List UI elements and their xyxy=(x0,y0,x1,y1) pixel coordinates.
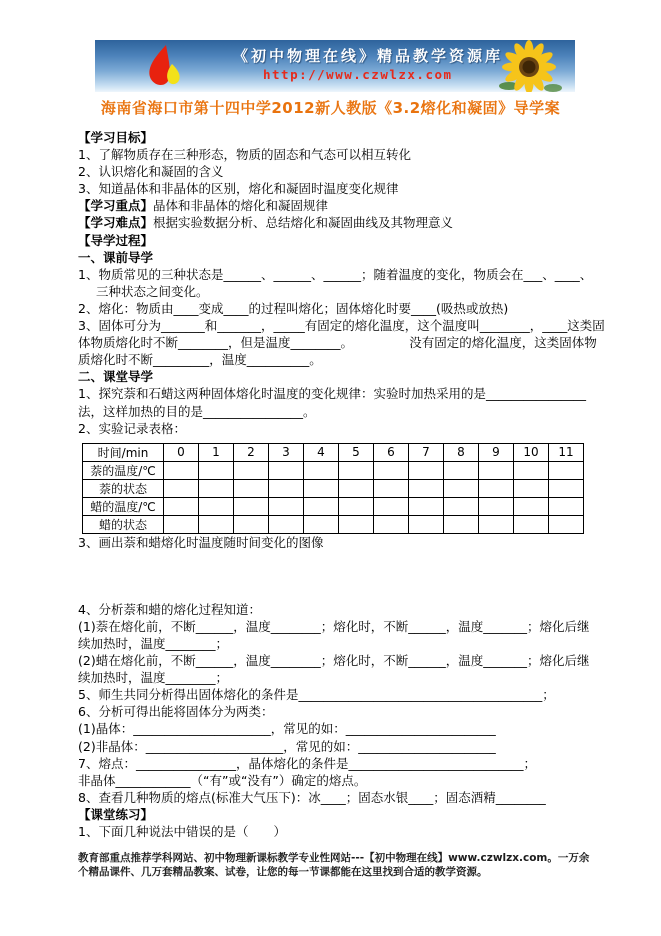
text-line xyxy=(78,403,598,420)
table-empty-cell xyxy=(164,497,199,515)
graph-drawing-area xyxy=(78,551,598,601)
line-text: 晶体和非晶体的熔化和凝固规律 xyxy=(153,198,329,214)
line-text: (2)非晶体：______________________，常见的如：______________________ xyxy=(78,738,496,754)
table-empty-cell xyxy=(409,461,444,479)
table-empty-cell xyxy=(269,497,304,515)
table-empty-cell xyxy=(304,479,339,497)
table-empty-cell xyxy=(234,497,269,515)
text-line xyxy=(78,772,598,789)
table-empty-cell xyxy=(444,497,479,515)
text-line xyxy=(78,351,598,368)
table-header-cell: 7 xyxy=(409,443,444,461)
line-text: 1、了解物质存在三种形态，物质的固态和气态可以相互转化 xyxy=(78,147,411,163)
text-line xyxy=(78,738,598,755)
table-header-cell: 时间/min xyxy=(83,443,164,461)
line-text: 5、师生共同分析得出固体熔化的条件是_______________________________________； xyxy=(78,687,555,703)
table-empty-cell xyxy=(374,461,409,479)
table-empty-cell xyxy=(549,479,584,497)
text-line xyxy=(78,214,598,231)
text-line xyxy=(78,300,598,317)
line-text: 7、熔点：________________，晶体熔化的条件是____________________________； xyxy=(78,755,536,771)
table-row-label: 蜡的温度/℃ xyxy=(83,497,164,515)
table-empty-cell xyxy=(549,497,584,515)
table-empty-cell xyxy=(444,515,479,533)
line-text: 4、分析萘和蜡的熔化过程知道： xyxy=(78,601,261,617)
line-text: 2、认识熔化和凝固的含义 xyxy=(78,164,224,180)
table-header-cell: 3 xyxy=(269,443,304,461)
line-text: 根据实验数据分析、总结熔化和凝固曲线及其物理意义 xyxy=(153,215,454,231)
table-empty-cell xyxy=(374,515,409,533)
text-line xyxy=(78,806,598,823)
line-bold-label: 【学习难点】 xyxy=(78,215,154,231)
table-row-label: 萘的状态 xyxy=(83,479,164,497)
table-empty-cell xyxy=(339,497,374,515)
text-line xyxy=(78,686,598,703)
text-line xyxy=(78,703,598,720)
text-line xyxy=(78,266,598,283)
document-body xyxy=(78,129,605,840)
line-bold-label: 一、课前导学 xyxy=(78,249,154,265)
table-empty-cell xyxy=(549,461,584,479)
table-empty-cell xyxy=(269,461,304,479)
table-empty-cell xyxy=(234,479,269,497)
table-empty-cell xyxy=(164,479,199,497)
table-empty-cell xyxy=(304,515,339,533)
table-header-cell: 2 xyxy=(234,443,269,461)
text-line xyxy=(78,368,598,385)
text-line xyxy=(78,635,598,652)
text-line xyxy=(78,283,598,300)
text-line xyxy=(78,129,598,146)
line-text: 1、探究萘和石蜡这两种固体熔化时温度的变化规律：实验时加热采用的是________________ xyxy=(78,386,586,402)
table-empty-cell xyxy=(269,515,304,533)
table-empty-cell xyxy=(549,515,584,533)
table-empty-cell xyxy=(339,479,374,497)
line-text: 3、知道晶体和非晶体的区别，熔化和凝固时温度变化规律 xyxy=(78,181,399,197)
table-empty-cell xyxy=(339,515,374,533)
site-url: http://www.czwlzx.com xyxy=(263,67,453,82)
line-bold-label: 【学习目标】 xyxy=(78,130,154,145)
text-line xyxy=(78,197,598,214)
line-text: 三种状态之间变化。 xyxy=(96,283,209,299)
table-row-label: 萘的温度/℃ xyxy=(83,461,164,479)
table-empty-cell xyxy=(304,497,339,515)
line-text: 3、画出萘和蜡熔化时温度随时间变化的图像 xyxy=(78,534,324,550)
table-empty-cell xyxy=(514,515,549,533)
table-empty-cell xyxy=(339,461,374,479)
table-empty-cell xyxy=(409,515,444,533)
text-line xyxy=(78,334,598,351)
line-text: 1、下面几种说法中错误的是（ ） xyxy=(78,824,286,839)
line-text: 续加热时，温度________； xyxy=(78,635,229,651)
table-header-cell: 1 xyxy=(199,443,234,461)
table-row-label: 蜡的状态 xyxy=(83,515,164,533)
line-text: 质熔化时不断_________，温度__________。 xyxy=(78,352,322,368)
line-bold-label: 【课堂练习】 xyxy=(78,806,154,822)
section-before-table xyxy=(78,129,605,437)
table-empty-cell xyxy=(304,461,339,479)
text-line xyxy=(78,420,598,437)
line-bold-label: 【导学过程】 xyxy=(78,232,154,248)
table-empty-cell xyxy=(374,479,409,497)
text-line xyxy=(78,317,605,334)
document-title: 海南省海口市第十四中学2012新人教版《3.2熔化和凝固》导学案 xyxy=(100,99,561,117)
section-analysis xyxy=(78,601,598,840)
sunflower-icon xyxy=(487,40,571,92)
table-empty-cell xyxy=(409,479,444,497)
line-text: 1、物质常见的三种状态是______、______、______；随着温度的变化，物质会在___、____、 xyxy=(78,266,593,282)
line-text: 2、实验记录表格： xyxy=(78,420,186,436)
table-empty-cell xyxy=(479,461,514,479)
table-empty-cell xyxy=(234,461,269,479)
line-text: 体物质熔化时不断________，但是温度________。 没有固定的熔化温度，这类固体物 xyxy=(78,335,597,351)
table-empty-cell xyxy=(164,461,199,479)
line-text: 2、熔化：物质由____变成____的过程叫熔化；固体熔化时要____(吸热或放热) xyxy=(78,300,509,316)
line-text: (1)萘在熔化前，不断______，温度________；熔化时，不断______，温度_______；熔化后继 xyxy=(78,618,590,634)
line-text: 3、固体可分为_______和_______，_____有固定的熔化温度，这个温度叫________，____这类固 xyxy=(78,318,605,334)
experiment-table xyxy=(82,443,584,534)
text-line xyxy=(78,163,598,180)
table-empty-cell xyxy=(409,497,444,515)
line-text: 6、分析可得出能将固体分为两类： xyxy=(78,704,274,720)
table-empty-cell xyxy=(479,479,514,497)
site-banner xyxy=(95,40,575,92)
line-bold-label: 【学习重点】 xyxy=(78,198,154,214)
text-line xyxy=(78,720,598,737)
table-header-cell: 9 xyxy=(479,443,514,461)
table-empty-cell xyxy=(479,497,514,515)
table-header-cell: 11 xyxy=(549,443,584,461)
table-empty-cell xyxy=(514,497,549,515)
table-empty-cell xyxy=(199,515,234,533)
text-line xyxy=(78,669,598,686)
text-line xyxy=(78,652,598,669)
text-line xyxy=(78,232,598,249)
text-line xyxy=(78,601,598,618)
table-empty-cell xyxy=(444,479,479,497)
table-empty-cell xyxy=(234,515,269,533)
table-header-cell: 6 xyxy=(374,443,409,461)
text-line xyxy=(78,385,598,402)
table-empty-cell xyxy=(199,479,234,497)
line-text: (1)晶体：______________________，常见的如：________________________ xyxy=(78,721,496,737)
table-header-cell: 4 xyxy=(304,443,339,461)
line-text: 8、查看几种物质的熔点(标准大气压下)：冰____；固态水银____；固态酒精________ xyxy=(78,789,546,805)
table-header-cell: 5 xyxy=(339,443,374,461)
table-empty-cell xyxy=(164,515,199,533)
flame-logo-icon xyxy=(141,43,187,90)
table-empty-cell xyxy=(479,515,514,533)
table-empty-cell xyxy=(199,497,234,515)
line-text: 法，这样加热的目的是________________。 xyxy=(78,403,316,419)
table-empty-cell xyxy=(514,461,549,479)
text-line xyxy=(78,755,598,772)
line-bold-label: 二、课堂导学 xyxy=(78,369,154,385)
footer-promo-text: 教育部重点推荐学科网站、初中物理新课标教学专业性网站---【初中物理在线】www.czwlzx.com。一万余个精品课件、几万套精品教案、试卷，让您的每一节课都能在这里找到合适的教学资源。 xyxy=(78,852,590,878)
line-text: (2)蜡在熔化前，不断______，温度________；熔化时，不断______，温度_______；熔化后继 xyxy=(78,653,590,669)
section-after-table xyxy=(78,534,598,551)
table-empty-cell xyxy=(199,461,234,479)
table-header-cell: 10 xyxy=(514,443,549,461)
text-line xyxy=(78,789,598,806)
table-empty-cell xyxy=(374,497,409,515)
table-empty-cell xyxy=(444,461,479,479)
table-empty-cell xyxy=(269,479,304,497)
site-title: 《初中物理在线》精品教学资源库 xyxy=(233,47,504,65)
table-header-cell: 8 xyxy=(444,443,479,461)
text-line xyxy=(78,823,598,840)
text-line xyxy=(78,249,598,266)
line-text: 续加热时，温度________； xyxy=(78,670,229,686)
text-line xyxy=(78,534,598,551)
text-line xyxy=(78,618,598,635)
line-text: 非晶体____________（“有”或“没有”）确定的熔点。 xyxy=(78,772,367,788)
text-line xyxy=(78,180,598,197)
text-line xyxy=(78,146,598,163)
table-header-cell: 0 xyxy=(164,443,199,461)
table-empty-cell xyxy=(514,479,549,497)
